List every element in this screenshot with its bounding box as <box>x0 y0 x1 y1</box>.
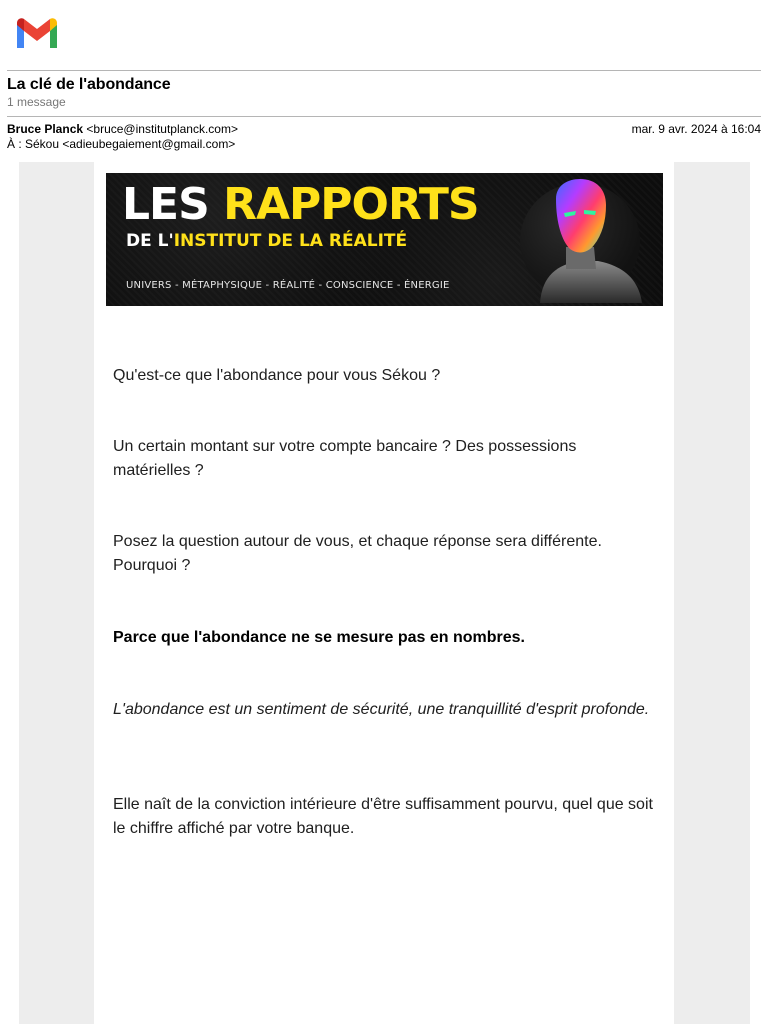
recipient-line: À : Sékou <adieubegaiement@gmail.com> <box>7 137 236 151</box>
banner-subtitle <box>126 231 407 251</box>
body-paragraph-4: Parce que l'abondance ne se mesure pas en nombres. <box>113 629 525 646</box>
sender-address: <bruce@institutplanck.com> <box>86 122 238 136</box>
banner-title <box>122 179 479 232</box>
sender-name: Bruce Planck <box>7 122 84 136</box>
header-divider <box>7 70 761 71</box>
banner-title-les: LES <box>122 179 209 230</box>
body-paragraph-1: Qu'est-ce que l'abondance pour vous Sékou ? <box>113 367 441 384</box>
subject-divider <box>7 116 761 117</box>
body-paragraph-5: L'abondance est un sentiment de sécurité, une tranquillité d'esprit profonde. <box>113 701 650 718</box>
banner-tagline: UNIVERS - MÉTAPHYSIQUE - RÉALITÉ - CONSCIENCE - ÉNERGIE <box>126 280 450 291</box>
body-paragraph-3: Posez la question autour de vous, et chaque réponse sera différente. Pourquoi ? <box>113 533 602 574</box>
email-subject: La clé de l'abondance <box>7 76 171 93</box>
body-paragraph-2: Un certain montant sur votre compte bancaire ? Des possessions matérielles ? <box>113 438 577 479</box>
body-paragraph-6: Elle naît de la conviction intérieure d'être suffisamment pourvu, quel que soit le chiffre affiché par votre banque. <box>113 796 653 837</box>
newsletter-banner <box>106 173 663 306</box>
gmail-logo-icon <box>14 16 60 50</box>
email-date: mar. 9 avr. 2024 à 16:04 <box>631 122 761 136</box>
thermal-head-illustration <box>520 177 650 303</box>
message-count: 1 message <box>7 95 66 109</box>
banner-subtitle-institute: INSTITUT DE LA RÉALITÉ <box>173 231 408 251</box>
banner-title-rapports: RAPPORTS <box>223 179 479 230</box>
banner-subtitle-prefix: DE L' <box>126 231 174 251</box>
sender-line <box>7 122 238 136</box>
